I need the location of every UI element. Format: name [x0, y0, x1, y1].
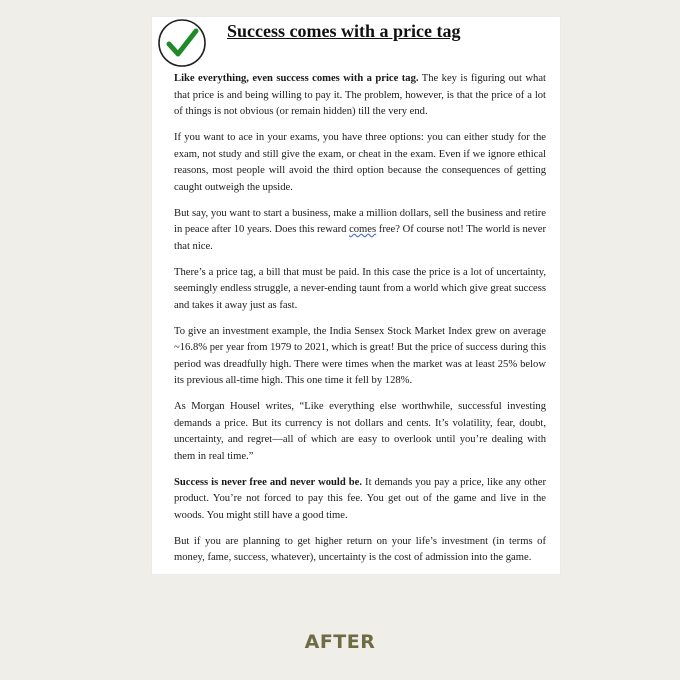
paragraph-4	[174, 265, 546, 315]
paragraph-8-text: But if you are planning to get higher return on your life’s investment (in terms of money, fame, success, whatever), uncertainty is the cost of admission into the game.	[174, 535, 546, 563]
paragraph-3	[174, 206, 546, 256]
paragraph-1-text: The key is figuring out what that price is and being willing to pay it. The problem, however, is that the price of a lot of things is not obvious (or remain hidden) till the very end.	[174, 73, 546, 117]
paragraph-2	[174, 130, 546, 196]
paragraph-1-lead: Like everything, even success comes with a price tag.	[174, 73, 419, 84]
paragraph-6-text: As Morgan Housel writes, “Like everything else worthwhile, successful investing demands a price. But its currency is not dollars and cents. It’s volatility, fear, doubt, uncertainty, and regret—all of which are easy to overlook until you’re dealing with them in real time.”	[174, 401, 546, 462]
paragraph-7-text: It demands you pay a price, like any other product. You’re not forced to pay this fee. You get out of the game and live in the woods. You might still have a good time.	[174, 476, 547, 521]
paragraph-5	[174, 324, 546, 390]
paragraph-3-text-after: free? Of course not! The world is never that nice.	[174, 224, 547, 252]
paragraph-7-lead: Success is never free and never would be.	[174, 476, 363, 488]
after-caption: AFTER	[304, 631, 376, 653]
checkmark-circle-icon	[157, 18, 207, 68]
document-page	[152, 17, 560, 574]
document-title: Success comes with a price tag	[227, 21, 461, 41]
paragraph-5-text: To give an investment example, the India Sensex Stock Market Index grew on average ~16.8% per year from 1979 to 2021, which is great! But the price of success during this period was dreadfully high. There were times when the market was at least 25% below its previous all-time high. This one time it fell by 128%.	[174, 325, 546, 386]
paragraph-3-text-before: But say, you want to start a business, make a million dollars, sell the business and retire in peace after 10 years. Does this reward	[174, 207, 546, 235]
paragraph-8	[174, 534, 546, 567]
document-body	[174, 71, 546, 576]
spellcheck-underlined-word: comes	[349, 224, 377, 235]
paragraph-6	[174, 399, 546, 465]
paragraph-7	[174, 475, 546, 525]
paragraph-4-text: There’s a price tag, a bill that must be paid. In this case the price is a lot of uncertainty, seemingly endless struggle, a never-ending taunt from a world which give great success and takes it away just as fast.	[174, 266, 546, 311]
paragraph-2-text: If you want to ace in your exams, you have three options: you can either study for the exam, not study and still give the exam, or cheat in the exam. Even if we ignore ethical reasons, most people will avoid the third option because the consequences of getting caught outweigh the upside.	[174, 132, 546, 193]
paragraph-1	[174, 71, 546, 121]
